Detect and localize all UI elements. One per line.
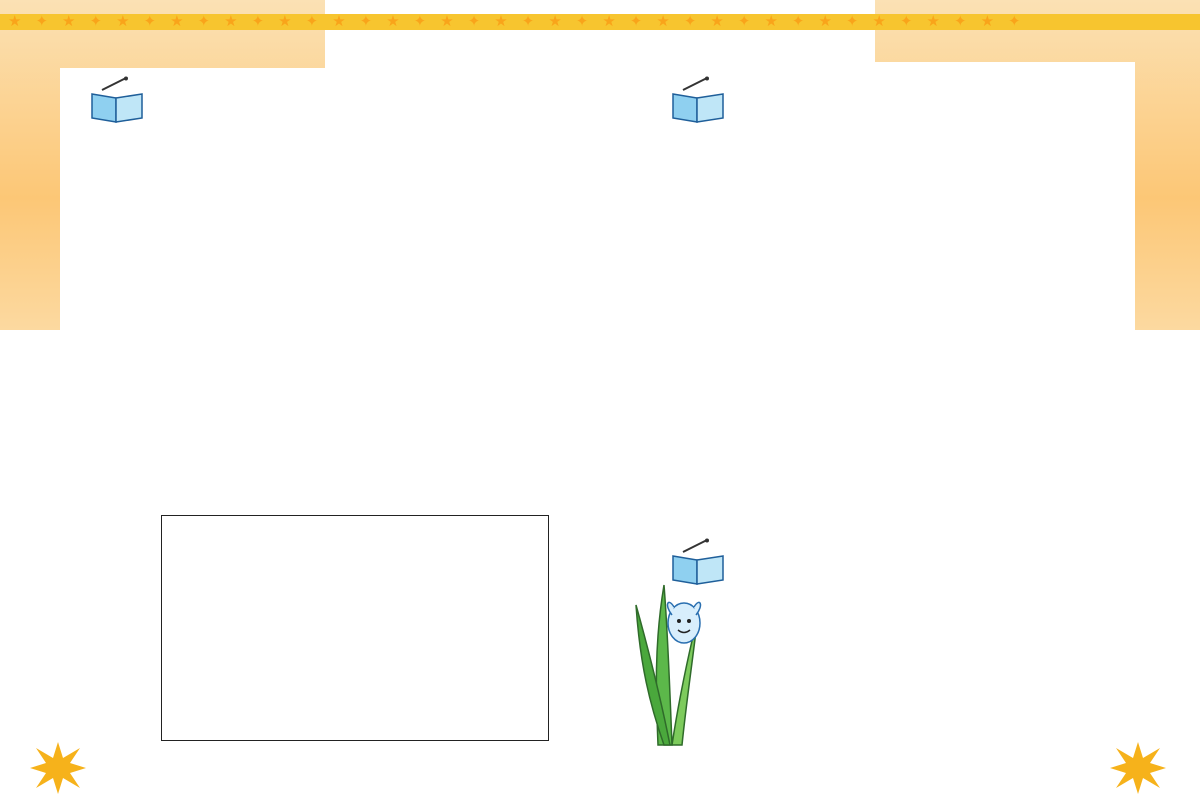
left-task-1 xyxy=(161,74,561,110)
page-number-burst-left xyxy=(30,742,86,799)
star-pattern-strip: ★ ✦ ★ ✦ ★ ✦ ★ ✦ ★ ✦ ★ ✦ ★ ✦ ★ ✦ ★ ✦ ★ ✦ ★ ✦ ★ ✦ ★ ✦ ★ ✦ ★ ✦ ★ ✦ ★ ✦ ★ ✦ ★ ✦ xyxy=(8,14,1021,30)
right-task-2 xyxy=(736,564,1126,600)
writing-book-icon xyxy=(88,76,146,129)
right-task-1 xyxy=(736,74,1126,92)
right-page-panel xyxy=(645,62,1135,772)
snowdrop-character-illustration xyxy=(628,575,718,755)
page-number-burst-right xyxy=(1110,742,1166,799)
writing-book-icon xyxy=(669,76,727,129)
drawing-box[interactable] xyxy=(161,515,549,741)
